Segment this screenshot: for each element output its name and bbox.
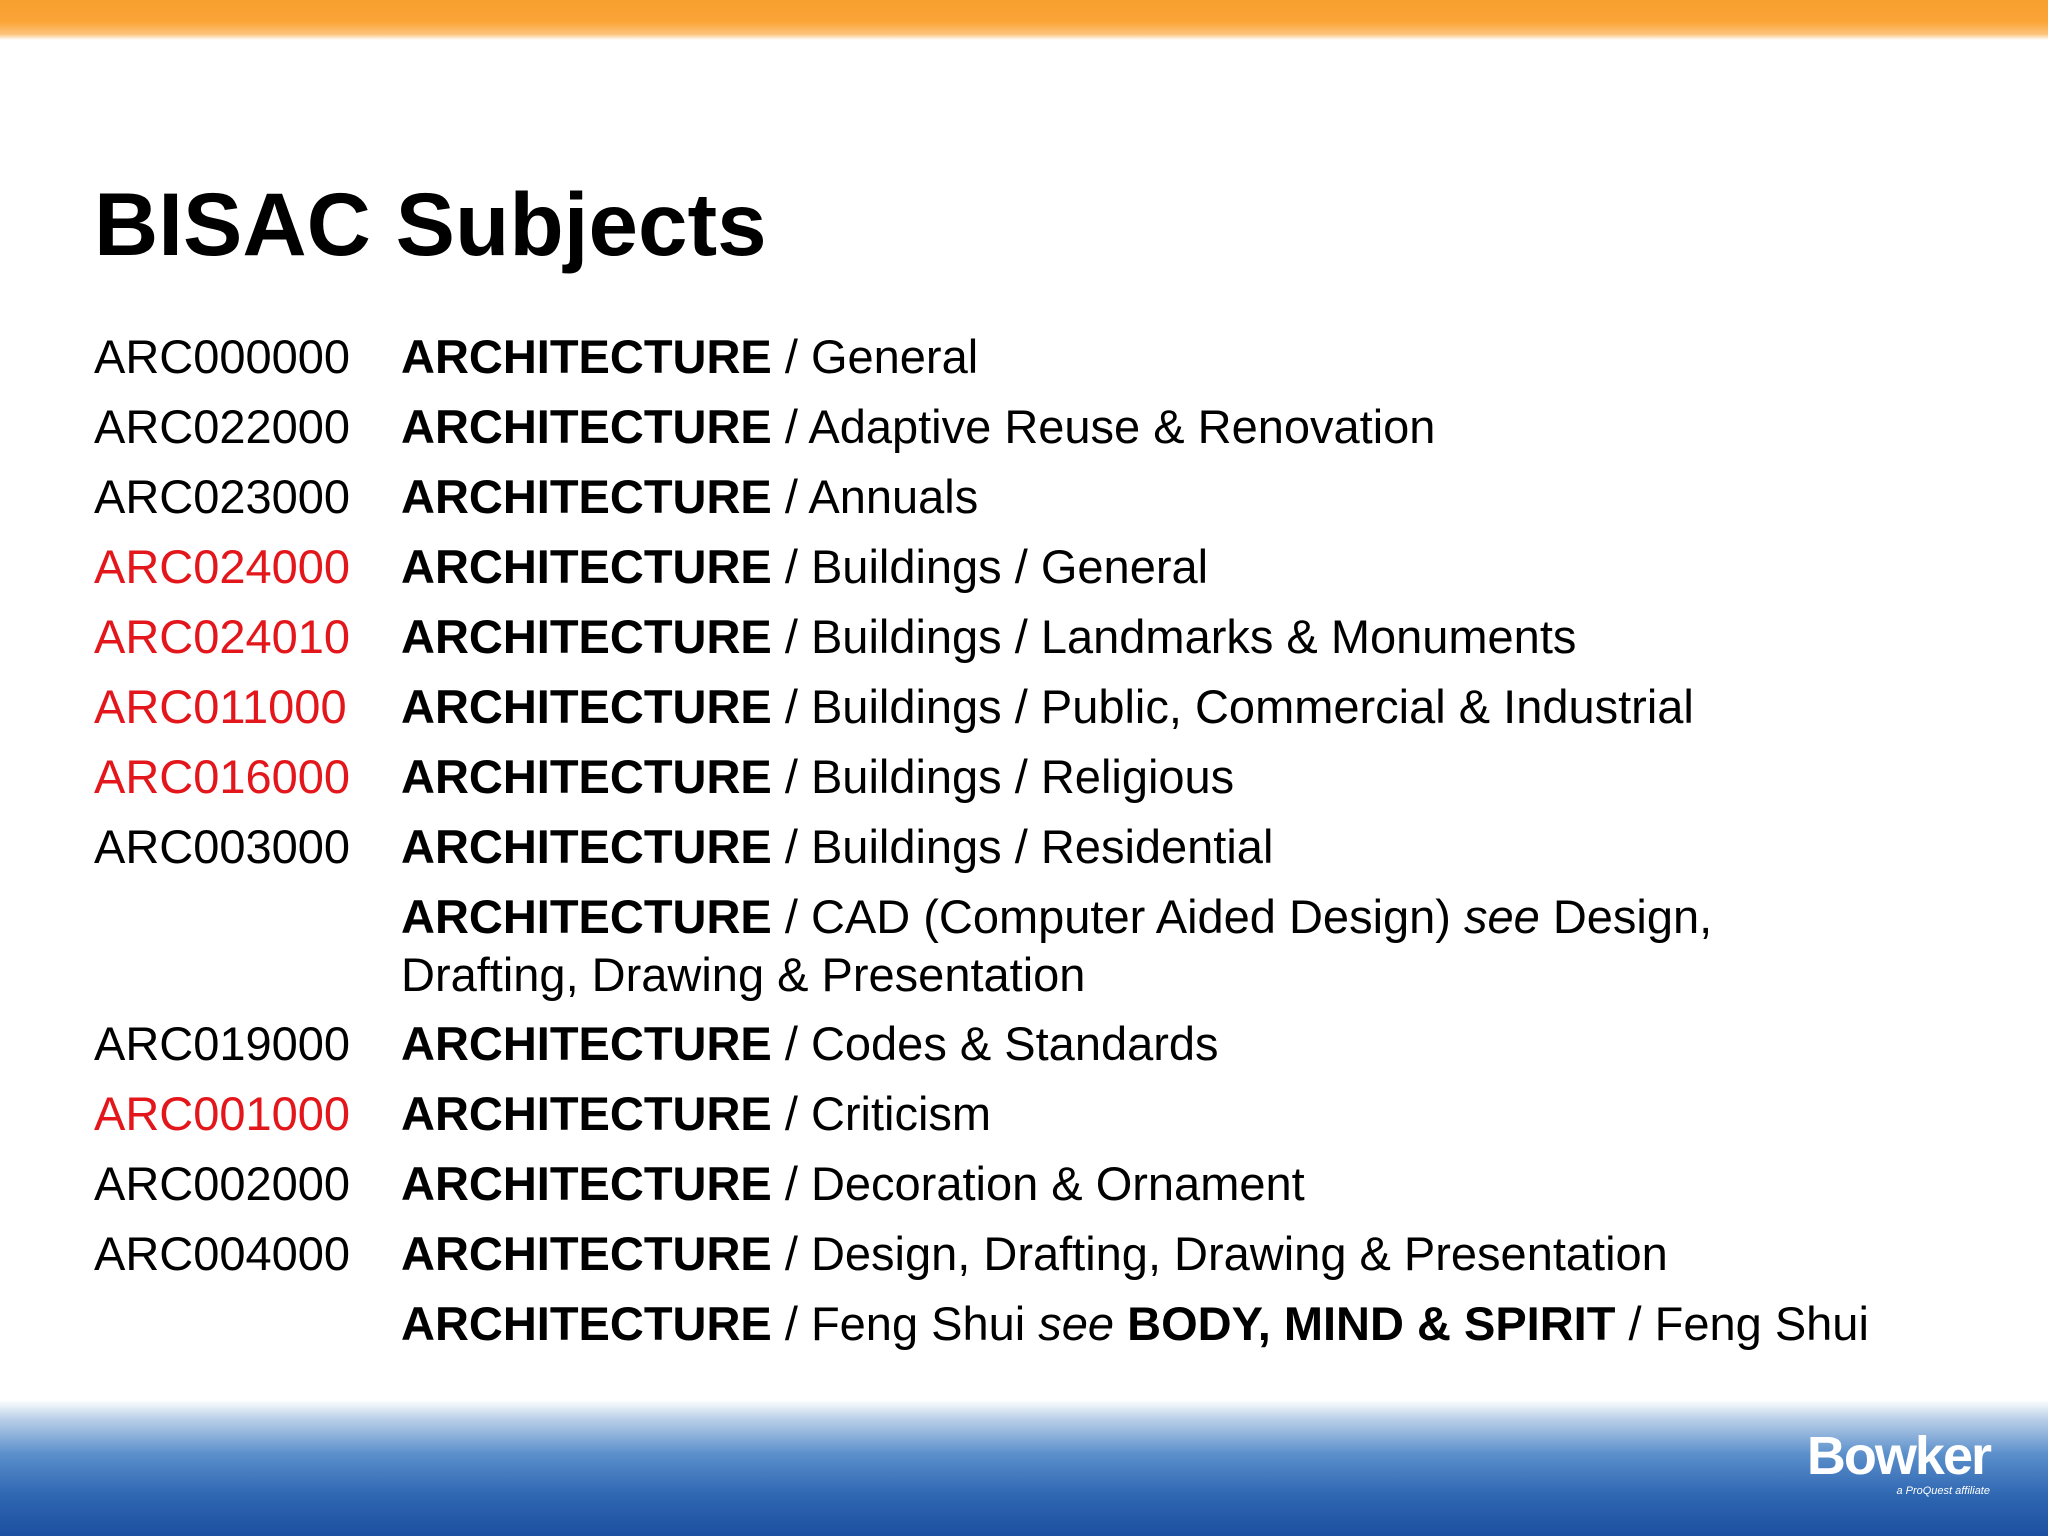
subject-heading-rest: / General (771, 330, 979, 383)
subject-entry (94, 1219, 1994, 1289)
subject-heading-rest: / Decoration & Ornament (771, 1157, 1305, 1210)
subject-entry (94, 1009, 1994, 1079)
subject-heading-rest: / Buildings / Residential (771, 820, 1274, 873)
subject-heading-rest: / Codes & Standards (771, 1017, 1219, 1070)
logo-tagline: a ProQuest affiliate (1896, 1485, 1990, 1497)
subject-heading (401, 888, 1961, 1004)
subject-heading-lead: ARCHITECTURE (401, 680, 772, 733)
see-reference: see (1464, 890, 1540, 943)
top-accent-bar (0, 0, 2048, 40)
subject-code: ARC024000 (94, 540, 351, 593)
see-target-rest: / Feng Shui (1615, 1297, 1869, 1350)
subject-heading (401, 392, 1961, 462)
subject-code: ARC024010 (94, 610, 351, 663)
subject-heading-lead: ARCHITECTURE (401, 540, 772, 593)
subject-code: ARC019000 (94, 1017, 351, 1070)
subject-heading-lead: ARCHITECTURE (401, 1157, 772, 1210)
subject-heading-lead: ARCHITECTURE (401, 1297, 772, 1350)
subject-heading (401, 742, 1961, 812)
bottom-accent-bar (0, 1400, 2048, 1536)
subject-heading-lead: ARCHITECTURE (401, 1017, 772, 1070)
slide-title: BISAC Subjects (94, 174, 767, 274)
subject-code: ARC016000 (94, 750, 351, 803)
subject-heading-lead: ARCHITECTURE (401, 1227, 772, 1280)
subject-heading (401, 602, 1961, 672)
subject-heading-rest: / Buildings / General (771, 540, 1209, 593)
subject-entry (94, 1079, 1994, 1149)
subject-heading-rest: / Adaptive Reuse & Renovation (771, 400, 1436, 453)
subject-entry (94, 672, 1994, 742)
subject-heading-rest: / Buildings / Landmarks & Monuments (771, 610, 1577, 663)
subject-code: ARC022000 (94, 400, 351, 453)
see-target-bold: BODY, MIND & SPIRIT (1127, 1297, 1616, 1350)
subject-entry (94, 602, 1994, 672)
subject-heading-lead: ARCHITECTURE (401, 890, 772, 943)
subject-entry (94, 1149, 1994, 1219)
see-reference: see (1038, 1297, 1115, 1350)
subject-heading-rest: / Design, Drafting, Drawing & Presentation (771, 1227, 1668, 1280)
subject-heading-rest: / CAD (Computer Aided Design) (771, 890, 1464, 943)
subject-heading-rest: / Annuals (771, 470, 979, 523)
subject-heading-lead: ARCHITECTURE (401, 330, 772, 383)
subject-heading-lead: ARCHITECTURE (401, 750, 772, 803)
subject-code: ARC004000 (94, 1227, 351, 1280)
subject-heading-line-2: Drafting, Drawing & Presentation (401, 948, 1086, 1001)
subject-cross-reference (94, 1289, 1994, 1359)
subject-heading (401, 532, 1961, 602)
subject-entry (94, 392, 1994, 462)
subject-heading-line-1 (401, 888, 1961, 946)
subject-entry (94, 462, 1994, 532)
logo-wordmark: Bowker (1806, 1426, 1990, 1486)
subject-code: ARC001000 (94, 1087, 351, 1140)
subject-heading-rest: / Criticism (771, 1087, 992, 1140)
subject-heading-lead: ARCHITECTURE (401, 1087, 772, 1140)
bowker-logo (1807, 1428, 1990, 1498)
see-target: Design, (1539, 890, 1713, 943)
subject-heading (401, 1149, 1961, 1219)
subject-heading-lead: ARCHITECTURE (401, 400, 772, 453)
subject-entry (94, 532, 1994, 602)
subject-list (94, 322, 1994, 1359)
subject-heading (401, 462, 1961, 532)
subject-entry (94, 812, 1994, 882)
subject-heading-lead: ARCHITECTURE (401, 610, 772, 663)
subject-heading-lead: ARCHITECTURE (401, 820, 772, 873)
subject-heading-rest: / Buildings / Public, Commercial & Industrial (771, 680, 1694, 733)
subject-heading (401, 812, 1961, 882)
subject-heading (401, 1219, 1961, 1289)
subject-entry (94, 742, 1994, 812)
subject-heading (401, 322, 1961, 392)
subject-cross-reference (94, 882, 1994, 1009)
subject-heading (401, 1009, 1961, 1079)
subject-heading-lead: ARCHITECTURE (401, 470, 772, 523)
subject-code: ARC003000 (94, 820, 351, 873)
subject-heading (401, 1289, 1961, 1359)
subject-heading-rest: / Feng Shui (771, 1297, 1039, 1350)
subject-code: ARC000000 (94, 330, 351, 383)
subject-code: ARC011000 (94, 680, 347, 733)
subject-code: ARC002000 (94, 1157, 351, 1210)
subject-heading-rest: / Buildings / Religious (771, 750, 1235, 803)
subject-heading (401, 672, 1961, 742)
subject-heading (401, 1079, 1961, 1149)
subject-code: ARC023000 (94, 470, 351, 523)
subject-entry (94, 322, 1994, 392)
